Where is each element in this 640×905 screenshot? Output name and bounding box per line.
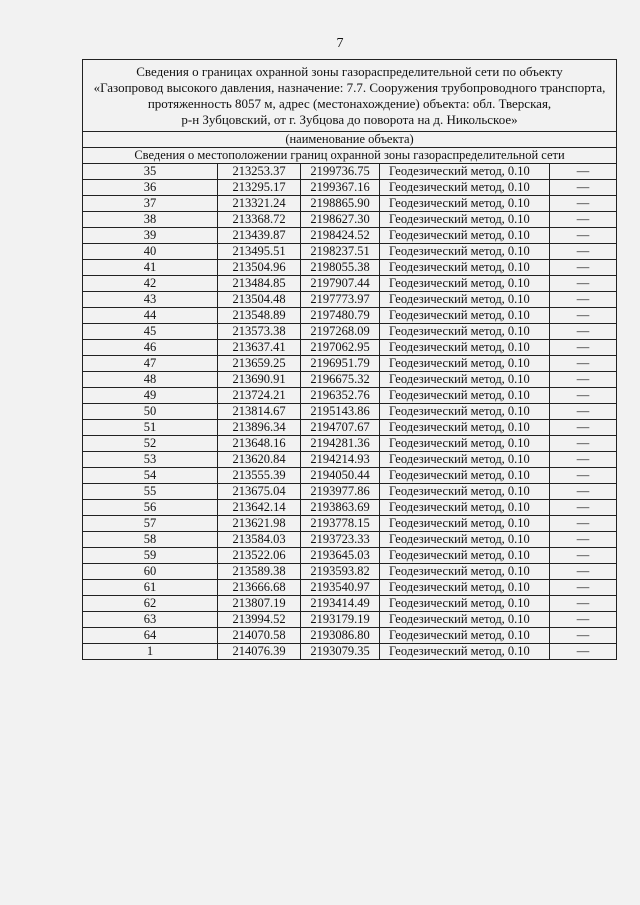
coord-y-cell: 2193593.82 <box>301 564 380 580</box>
coord-y-cell: 2193645.03 <box>301 548 380 564</box>
method-cell: Геодезический метод, 0.10 <box>380 484 550 500</box>
table-row <box>83 516 617 532</box>
point-number-cell: 42 <box>83 276 218 292</box>
point-number-cell: 43 <box>83 292 218 308</box>
point-number-cell: 47 <box>83 356 218 372</box>
coord-y-cell: 2198055.38 <box>301 260 380 276</box>
note-cell: — <box>550 628 617 644</box>
table-row <box>83 324 617 340</box>
table-row <box>83 468 617 484</box>
point-number-cell: 37 <box>83 196 218 212</box>
coord-x-cell: 213724.21 <box>218 388 301 404</box>
coord-y-cell: 2197773.97 <box>301 292 380 308</box>
table-row <box>83 356 617 372</box>
coord-y-cell: 2193723.33 <box>301 532 380 548</box>
table-row <box>83 484 617 500</box>
caption-row <box>83 132 617 148</box>
point-number-cell: 38 <box>83 212 218 228</box>
coord-x-cell: 213368.72 <box>218 212 301 228</box>
boundary-coordinates-table <box>82 59 617 660</box>
note-cell: — <box>550 180 617 196</box>
method-cell: Геодезический метод, 0.10 <box>380 500 550 516</box>
note-cell: — <box>550 500 617 516</box>
coord-x-cell: 213690.91 <box>218 372 301 388</box>
table-row <box>83 548 617 564</box>
point-number-cell: 46 <box>83 340 218 356</box>
table-row <box>83 628 617 644</box>
point-number-cell: 57 <box>83 516 218 532</box>
note-cell: — <box>550 516 617 532</box>
note-cell: — <box>550 548 617 564</box>
point-number-cell: 59 <box>83 548 218 564</box>
table-row <box>83 244 617 260</box>
point-number-cell: 45 <box>83 324 218 340</box>
method-cell: Геодезический метод, 0.10 <box>380 292 550 308</box>
note-cell: — <box>550 292 617 308</box>
coord-y-cell: 2196352.76 <box>301 388 380 404</box>
table-row <box>83 164 617 180</box>
method-cell: Геодезический метод, 0.10 <box>380 164 550 180</box>
coord-y-cell: 2197062.95 <box>301 340 380 356</box>
table-row <box>83 436 617 452</box>
method-cell: Геодезический метод, 0.10 <box>380 372 550 388</box>
coord-y-cell: 2194214.93 <box>301 452 380 468</box>
method-cell: Геодезический метод, 0.10 <box>380 228 550 244</box>
table-row <box>83 372 617 388</box>
method-cell: Геодезический метод, 0.10 <box>380 260 550 276</box>
table-row <box>83 308 617 324</box>
coord-y-cell: 2193977.86 <box>301 484 380 500</box>
point-number-cell: 62 <box>83 596 218 612</box>
point-number-cell: 61 <box>83 580 218 596</box>
table-row <box>83 260 617 276</box>
coord-y-cell: 2196951.79 <box>301 356 380 372</box>
note-cell: — <box>550 244 617 260</box>
table-row <box>83 580 617 596</box>
note-cell: — <box>550 164 617 180</box>
note-cell: — <box>550 340 617 356</box>
point-number-cell: 58 <box>83 532 218 548</box>
title-line: Сведения о границах охранной зоны газораспределительной сети по объекту <box>136 64 563 79</box>
table-row <box>83 212 617 228</box>
note-cell: — <box>550 644 617 660</box>
method-cell: Геодезический метод, 0.10 <box>380 628 550 644</box>
table-row <box>83 532 617 548</box>
coord-x-cell: 213589.38 <box>218 564 301 580</box>
coord-x-cell: 213666.68 <box>218 580 301 596</box>
method-cell: Геодезический метод, 0.10 <box>380 324 550 340</box>
note-cell: — <box>550 388 617 404</box>
coord-y-cell: 2193079.35 <box>301 644 380 660</box>
method-cell: Геодезический метод, 0.10 <box>380 596 550 612</box>
coord-y-cell: 2196675.32 <box>301 372 380 388</box>
title-line: р-н Зубцовский, от г. Зубцова до поворота на д. Никольское» <box>181 112 518 127</box>
point-number-cell: 55 <box>83 484 218 500</box>
coord-x-cell: 213675.04 <box>218 484 301 500</box>
note-cell: — <box>550 452 617 468</box>
method-cell: Геодезический метод, 0.10 <box>380 468 550 484</box>
method-cell: Геодезический метод, 0.10 <box>380 532 550 548</box>
coord-y-cell: 2195143.86 <box>301 404 380 420</box>
coord-x-cell: 213642.14 <box>218 500 301 516</box>
coord-x-cell: 213994.52 <box>218 612 301 628</box>
coord-x-cell: 214070.58 <box>218 628 301 644</box>
point-number-cell: 56 <box>83 500 218 516</box>
method-cell: Геодезический метод, 0.10 <box>380 516 550 532</box>
coord-y-cell: 2194281.36 <box>301 436 380 452</box>
method-cell: Геодезический метод, 0.10 <box>380 276 550 292</box>
note-cell: — <box>550 436 617 452</box>
coord-y-cell: 2197268.09 <box>301 324 380 340</box>
note-cell: — <box>550 404 617 420</box>
coord-x-cell: 213896.34 <box>218 420 301 436</box>
coord-x-cell: 213648.16 <box>218 436 301 452</box>
method-cell: Геодезический метод, 0.10 <box>380 388 550 404</box>
point-number-cell: 41 <box>83 260 218 276</box>
point-number-cell: 63 <box>83 612 218 628</box>
coord-x-cell: 213584.03 <box>218 532 301 548</box>
note-cell: — <box>550 324 617 340</box>
title-line: протяженность 8057 м, адрес (местонахождение) объекта: обл. Тверская, <box>147 96 552 111</box>
title-line: «Газопровод высокого давления, назначение: 7.7. Сооружения трубопроводного транспорта, <box>93 80 606 95</box>
table-row <box>83 420 617 436</box>
coord-y-cell: 2193540.97 <box>301 580 380 596</box>
coord-x-cell: 213439.87 <box>218 228 301 244</box>
point-number-cell: 54 <box>83 468 218 484</box>
table-row <box>83 564 617 580</box>
table-row <box>83 228 617 244</box>
table-row <box>83 180 617 196</box>
note-cell: — <box>550 532 617 548</box>
page-number: 7 <box>336 36 344 51</box>
note-cell: — <box>550 276 617 292</box>
point-number-cell: 40 <box>83 244 218 260</box>
note-cell: — <box>550 420 617 436</box>
table-row <box>83 596 617 612</box>
coord-x-cell: 213548.89 <box>218 308 301 324</box>
note-cell: — <box>550 564 617 580</box>
coord-y-cell: 2199736.75 <box>301 164 380 180</box>
title-row <box>83 60 617 132</box>
point-number-cell: 52 <box>83 436 218 452</box>
point-number-cell: 1 <box>83 644 218 660</box>
coord-x-cell: 213807.19 <box>218 596 301 612</box>
coord-y-cell: 2194707.67 <box>301 420 380 436</box>
table-row <box>83 292 617 308</box>
table-row <box>83 500 617 516</box>
point-number-cell: 39 <box>83 228 218 244</box>
method-cell: Геодезический метод, 0.10 <box>380 308 550 324</box>
object-caption: (наименование объекта) <box>83 132 617 148</box>
method-cell: Геодезический метод, 0.10 <box>380 644 550 660</box>
method-cell: Геодезический метод, 0.10 <box>380 180 550 196</box>
section-title: Сведения о местоположении границ охранной зоны газораспределительной сети <box>83 148 617 164</box>
coord-x-cell: 213321.24 <box>218 196 301 212</box>
point-number-cell: 60 <box>83 564 218 580</box>
point-number-cell: 64 <box>83 628 218 644</box>
coord-x-cell: 213555.39 <box>218 468 301 484</box>
table-row <box>83 612 617 628</box>
method-cell: Геодезический метод, 0.10 <box>380 404 550 420</box>
point-number-cell: 53 <box>83 452 218 468</box>
note-cell: — <box>550 596 617 612</box>
note-cell: — <box>550 212 617 228</box>
method-cell: Геодезический метод, 0.10 <box>380 564 550 580</box>
coord-x-cell: 213637.41 <box>218 340 301 356</box>
method-cell: Геодезический метод, 0.10 <box>380 356 550 372</box>
coord-y-cell: 2193179.19 <box>301 612 380 628</box>
coord-x-cell: 213504.48 <box>218 292 301 308</box>
coord-y-cell: 2193414.49 <box>301 596 380 612</box>
coord-x-cell: 213504.96 <box>218 260 301 276</box>
note-cell: — <box>550 468 617 484</box>
coord-y-cell: 2199367.16 <box>301 180 380 196</box>
note-cell: — <box>550 356 617 372</box>
point-number-cell: 48 <box>83 372 218 388</box>
coord-x-cell: 213573.38 <box>218 324 301 340</box>
method-cell: Геодезический метод, 0.10 <box>380 612 550 628</box>
note-cell: — <box>550 612 617 628</box>
coord-y-cell: 2193778.15 <box>301 516 380 532</box>
note-cell: — <box>550 484 617 500</box>
point-number-cell: 51 <box>83 420 218 436</box>
coord-x-cell: 213659.25 <box>218 356 301 372</box>
coord-x-cell: 213620.84 <box>218 452 301 468</box>
coord-x-cell: 213484.85 <box>218 276 301 292</box>
method-cell: Геодезический метод, 0.10 <box>380 196 550 212</box>
point-number-cell: 49 <box>83 388 218 404</box>
table-row <box>83 196 617 212</box>
coord-y-cell: 2193086.80 <box>301 628 380 644</box>
point-number-cell: 50 <box>83 404 218 420</box>
document-title <box>83 60 617 132</box>
table-row <box>83 404 617 420</box>
coord-x-cell: 213621.98 <box>218 516 301 532</box>
table-row <box>83 340 617 356</box>
section-row <box>83 148 617 164</box>
coord-y-cell: 2197907.44 <box>301 276 380 292</box>
note-cell: — <box>550 196 617 212</box>
coord-x-cell: 213522.06 <box>218 548 301 564</box>
note-cell: — <box>550 580 617 596</box>
coord-y-cell: 2193863.69 <box>301 500 380 516</box>
method-cell: Геодезический метод, 0.10 <box>380 580 550 596</box>
method-cell: Геодезический метод, 0.10 <box>380 340 550 356</box>
coord-y-cell: 2194050.44 <box>301 468 380 484</box>
coord-x-cell: 213814.67 <box>218 404 301 420</box>
coord-y-cell: 2198424.52 <box>301 228 380 244</box>
method-cell: Геодезический метод, 0.10 <box>380 212 550 228</box>
point-number-cell: 35 <box>83 164 218 180</box>
note-cell: — <box>550 372 617 388</box>
method-cell: Геодезический метод, 0.10 <box>380 452 550 468</box>
coord-x-cell: 213495.51 <box>218 244 301 260</box>
table-row <box>83 644 617 660</box>
method-cell: Геодезический метод, 0.10 <box>380 436 550 452</box>
coord-y-cell: 2198237.51 <box>301 244 380 260</box>
point-number-cell: 36 <box>83 180 218 196</box>
coord-y-cell: 2198865.90 <box>301 196 380 212</box>
point-number-cell: 44 <box>83 308 218 324</box>
method-cell: Геодезический метод, 0.10 <box>380 244 550 260</box>
note-cell: — <box>550 308 617 324</box>
table-row <box>83 388 617 404</box>
table-row <box>83 276 617 292</box>
table-body <box>83 60 617 660</box>
note-cell: — <box>550 260 617 276</box>
method-cell: Геодезический метод, 0.10 <box>380 548 550 564</box>
table-row <box>83 452 617 468</box>
method-cell: Геодезический метод, 0.10 <box>380 420 550 436</box>
coord-y-cell: 2197480.79 <box>301 308 380 324</box>
coord-x-cell: 213295.17 <box>218 180 301 196</box>
coord-x-cell: 214076.39 <box>218 644 301 660</box>
note-cell: — <box>550 228 617 244</box>
coord-x-cell: 213253.37 <box>218 164 301 180</box>
coord-y-cell: 2198627.30 <box>301 212 380 228</box>
